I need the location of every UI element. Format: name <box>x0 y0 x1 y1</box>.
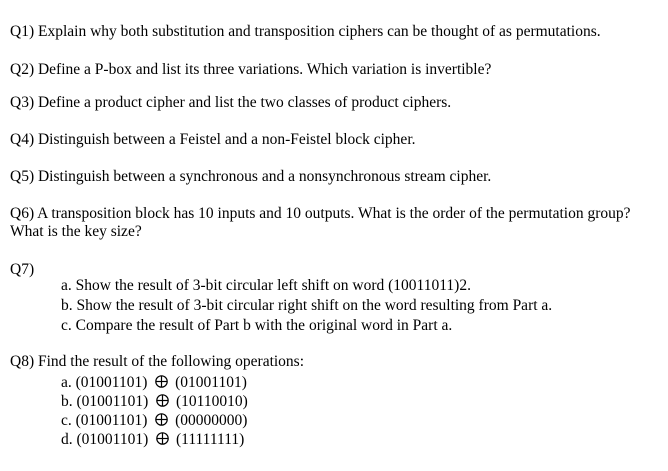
q7-part-a: a. Show the result of 3-bit circular left shift on word (10011011)2. <box>61 277 471 294</box>
operand-left: (01001101) <box>76 393 149 410</box>
question-2: Q2) Define a P-box and list its three variations. Which variation is invertible? <box>10 61 492 78</box>
question-4: Q4) Distinguish between a Feistel and a non-Feistel block cipher. <box>10 131 416 148</box>
xor-circle-plus-icon <box>155 413 168 426</box>
operand-right: (00000000) <box>175 412 248 429</box>
question-5: Q5) Distinguish between a synchronous and a nonsynchronous stream cipher. <box>10 168 492 185</box>
q7-part-c: c. Compare the result of Part b with the original word in Part a. <box>61 317 453 334</box>
operation-label: c. <box>61 412 72 429</box>
q7-part-b: b. Show the result of 3-bit circular right shift on the word resulting from Part a. <box>61 297 553 314</box>
operand-left: (01001101) <box>75 374 148 391</box>
question-7: Q7) <box>10 261 35 278</box>
operand-right: (11111111) <box>176 431 245 448</box>
q8-operation-c <box>61 412 247 430</box>
question-1: Q1) Explain why both substitution and transposition ciphers can be thought of as permutations. <box>10 23 601 40</box>
operation-label: d. <box>61 431 73 448</box>
operation-label: a. <box>61 374 72 391</box>
xor-circle-plus-icon <box>155 375 168 388</box>
question-3: Q3) Define a product cipher and list the two classes of product ciphers. <box>10 94 452 111</box>
operand-left: (01001101) <box>76 431 149 448</box>
q8-operation-b <box>61 393 248 411</box>
q8-operation-d <box>61 431 244 449</box>
question-8: Q8) Find the result of the following operations: <box>10 353 305 370</box>
operand-left: (01001101) <box>75 412 148 429</box>
operation-label: b. <box>61 393 73 410</box>
operand-right: (10110010) <box>176 393 248 410</box>
operand-right: (01001101) <box>175 374 247 391</box>
xor-circle-plus-icon <box>156 432 169 445</box>
q8-operation-a <box>61 374 247 392</box>
xor-circle-plus-icon <box>156 394 169 407</box>
question-6: Q6) A transposition block has 10 inputs and 10 outputs. What is the order of the permutation group? What is the key size? <box>10 205 631 240</box>
